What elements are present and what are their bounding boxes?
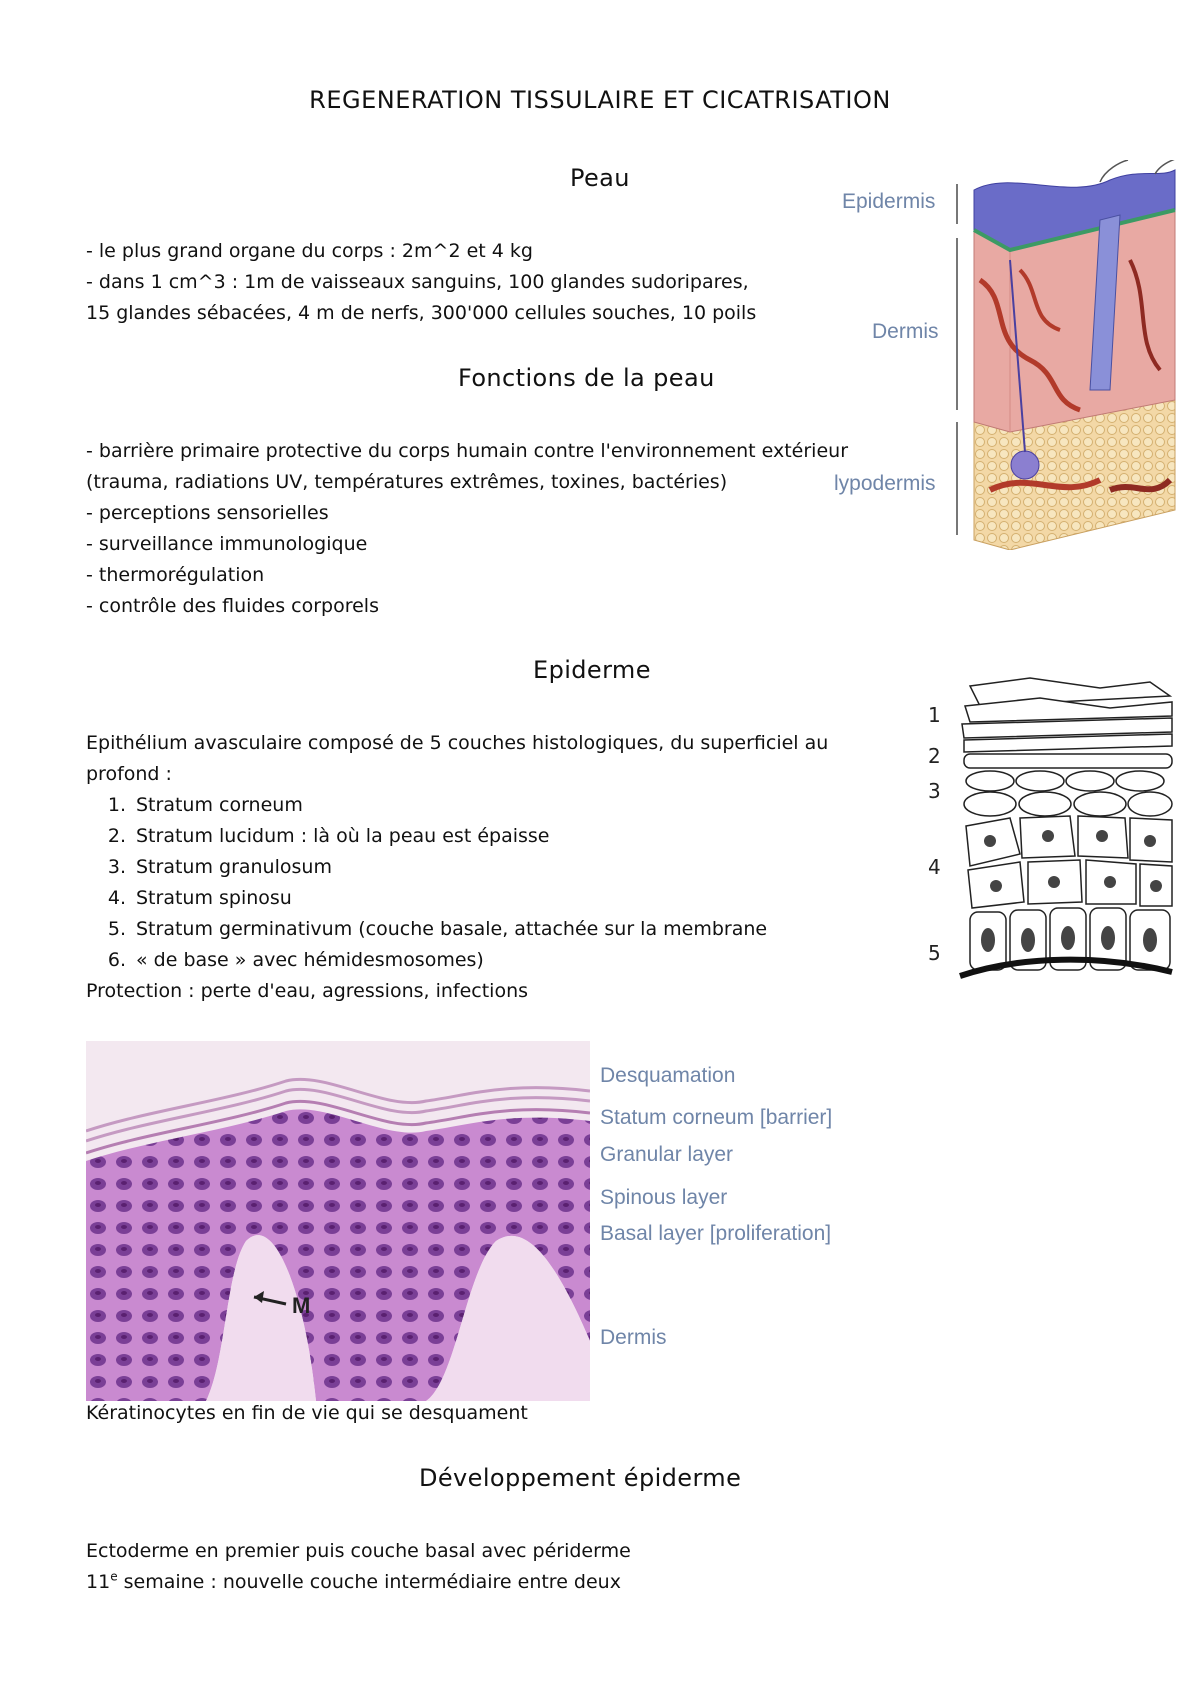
list-item: 5. Stratum germinativum (couche basale, attachée sur la membrane (107, 918, 768, 940)
label-desquamation: Desquamation (600, 1064, 736, 1087)
list-item: 2. Stratum lucidum : là où la peau est épaisse (107, 825, 550, 847)
developpement-line-1: Ectoderme en premier puis couche basal avec périderme (86, 1540, 631, 1562)
mitosis-marker: M (292, 1293, 311, 1318)
peau-line-1: - le plus grand organe du corps : 2m^2 et 4 kg (86, 240, 533, 262)
fonctions-line-3: - perceptions sensorielles (86, 502, 329, 524)
layer-cells-illustration (950, 676, 1175, 996)
fonctions-line-5: - thermorégulation (86, 564, 265, 586)
peau-line-3: 15 glandes sébacées, 4 m de nerfs, 300'000 cellules souches, 10 poils (86, 302, 757, 324)
list-item: 1. Stratum corneum (107, 794, 303, 816)
epiderme-protection: Protection : perte d'eau, agressions, infections (86, 980, 529, 1002)
skin-block-illustration (950, 160, 1180, 550)
histology-micrograph (86, 1041, 590, 1401)
layer-label-5: 5 (928, 941, 941, 965)
heading-developpement: Développement épiderme (419, 1464, 742, 1492)
heading-fonctions: Fonctions de la peau (458, 364, 715, 392)
list-item: 3. Stratum granulosum (107, 856, 332, 878)
label-stratum-corneum: Statum corneum [barrier] (600, 1106, 833, 1129)
layer-label-2: 2 (928, 744, 941, 768)
label-dermis-histology: Dermis (600, 1326, 667, 1349)
list-item: 6. « de base » avec hémidesmosomes) (107, 949, 484, 971)
label-hypodermis: lypodermis (834, 472, 936, 495)
label-epidermis: Epidermis (842, 190, 936, 213)
histology-caption: Kératinocytes en fin de vie qui se desquament (86, 1402, 528, 1424)
epiderme-intro-1: Epithélium avasculaire composé de 5 couches histologiques, du superficiel au (86, 732, 829, 754)
fonctions-line-2: (trauma, radiations UV, températures extrêmes, toxines, bactéries) (86, 471, 728, 493)
heading-peau: Peau (570, 164, 630, 192)
layer-label-1: 1 (928, 703, 941, 727)
label-basal-layer: Basal layer [proliferation] (600, 1222, 832, 1245)
heading-epiderme: Epiderme (533, 656, 651, 684)
epiderme-intro-2: profond : (86, 763, 172, 785)
label-granular-layer: Granular layer (600, 1143, 734, 1166)
fonctions-line-1: - barrière primaire protective du corps humain contre l'environnement extérieur (86, 440, 849, 462)
page-title: REGENERATION TISSULAIRE ET CICATRISATION (309, 86, 891, 114)
epiderme-layer-list (86, 790, 767, 976)
label-spinous-layer: Spinous layer (600, 1186, 728, 1209)
label-dermis: Dermis (872, 320, 939, 343)
layer-label-4: 4 (928, 855, 941, 879)
fonctions-line-6: - contrôle des fluides corporels (86, 595, 379, 617)
layer-label-3: 3 (928, 779, 941, 803)
developpement-line-2: 11e semaine : nouvelle couche intermédiaire entre deux (86, 1569, 621, 1593)
peau-line-2: - dans 1 cm^3 : 1m de vaisseaux sanguins, 100 glandes sudoripares, (86, 271, 749, 293)
list-item: 4. Stratum spinosu (107, 887, 292, 909)
fonctions-line-4: - surveillance immunologique (86, 533, 368, 555)
